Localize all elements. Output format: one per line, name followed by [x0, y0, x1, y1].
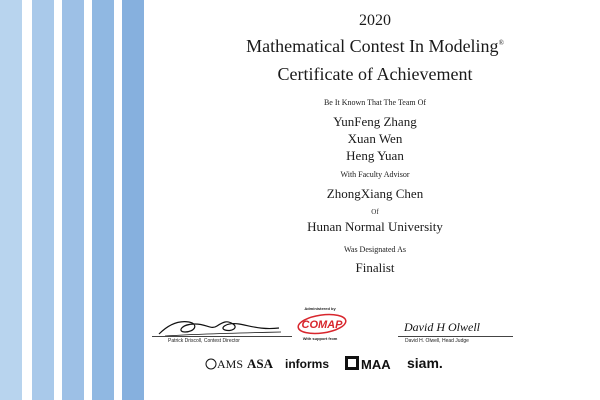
signature-line — [152, 336, 292, 337]
ams-logo-text: AMS — [217, 357, 244, 371]
university-name: Hunan Normal University — [307, 219, 443, 234]
director-caption: Patrick Driscoll, Contest Director — [168, 338, 240, 344]
designation-label: Was Designated As — [343, 245, 406, 254]
judge-signature-text: David H Olwell — [404, 320, 480, 334]
of-label: Of — [371, 208, 379, 216]
maa-logo-text: MAA — [361, 357, 391, 372]
stripe — [32, 0, 54, 400]
informs-logo — [285, 352, 339, 374]
decorative-stripes — [0, 0, 150, 400]
stripe — [0, 0, 22, 400]
advisor-label: With Faculty Advisor — [340, 170, 410, 179]
maa-logo — [345, 352, 403, 374]
advisor-name: ZhongXiang Chen — [326, 186, 424, 201]
certificate-year: 2020 — [359, 12, 391, 29]
comap-logo-text: COMAP — [301, 319, 343, 331]
team-member: Heng Yuan — [346, 148, 404, 163]
signature-line — [398, 336, 513, 337]
registered-mark: ® — [498, 39, 504, 47]
support-text: With support from — [302, 336, 338, 341]
team-member: Xuan Wen — [347, 131, 403, 146]
intro-text: Be It Known That The Team Of — [323, 98, 427, 107]
judge-caption: David H. Olwell, Head Judge — [405, 338, 469, 344]
stripe — [92, 0, 114, 400]
administered-by: Administered by — [304, 306, 336, 311]
asa-logo-text: ASA — [247, 356, 274, 371]
certificate-title: Certificate of Achievement — [277, 64, 473, 84]
team-member: YunFeng Zhang — [333, 114, 417, 129]
siam-logo-text: siam. — [407, 355, 443, 371]
contest-name — [150, 36, 600, 57]
asa-logo — [247, 352, 281, 374]
stripe — [62, 0, 84, 400]
designation-result: Finalist — [355, 260, 395, 275]
informs-logo-text: informs — [285, 357, 330, 371]
contest-name-text: Mathematical Contest In Modeling — [246, 36, 499, 56]
comap-logo — [296, 313, 348, 335]
director-signature — [155, 312, 285, 338]
judge-signature — [400, 312, 510, 338]
ams-logo — [205, 352, 245, 374]
siam-logo — [407, 352, 451, 374]
stripe — [122, 0, 144, 400]
